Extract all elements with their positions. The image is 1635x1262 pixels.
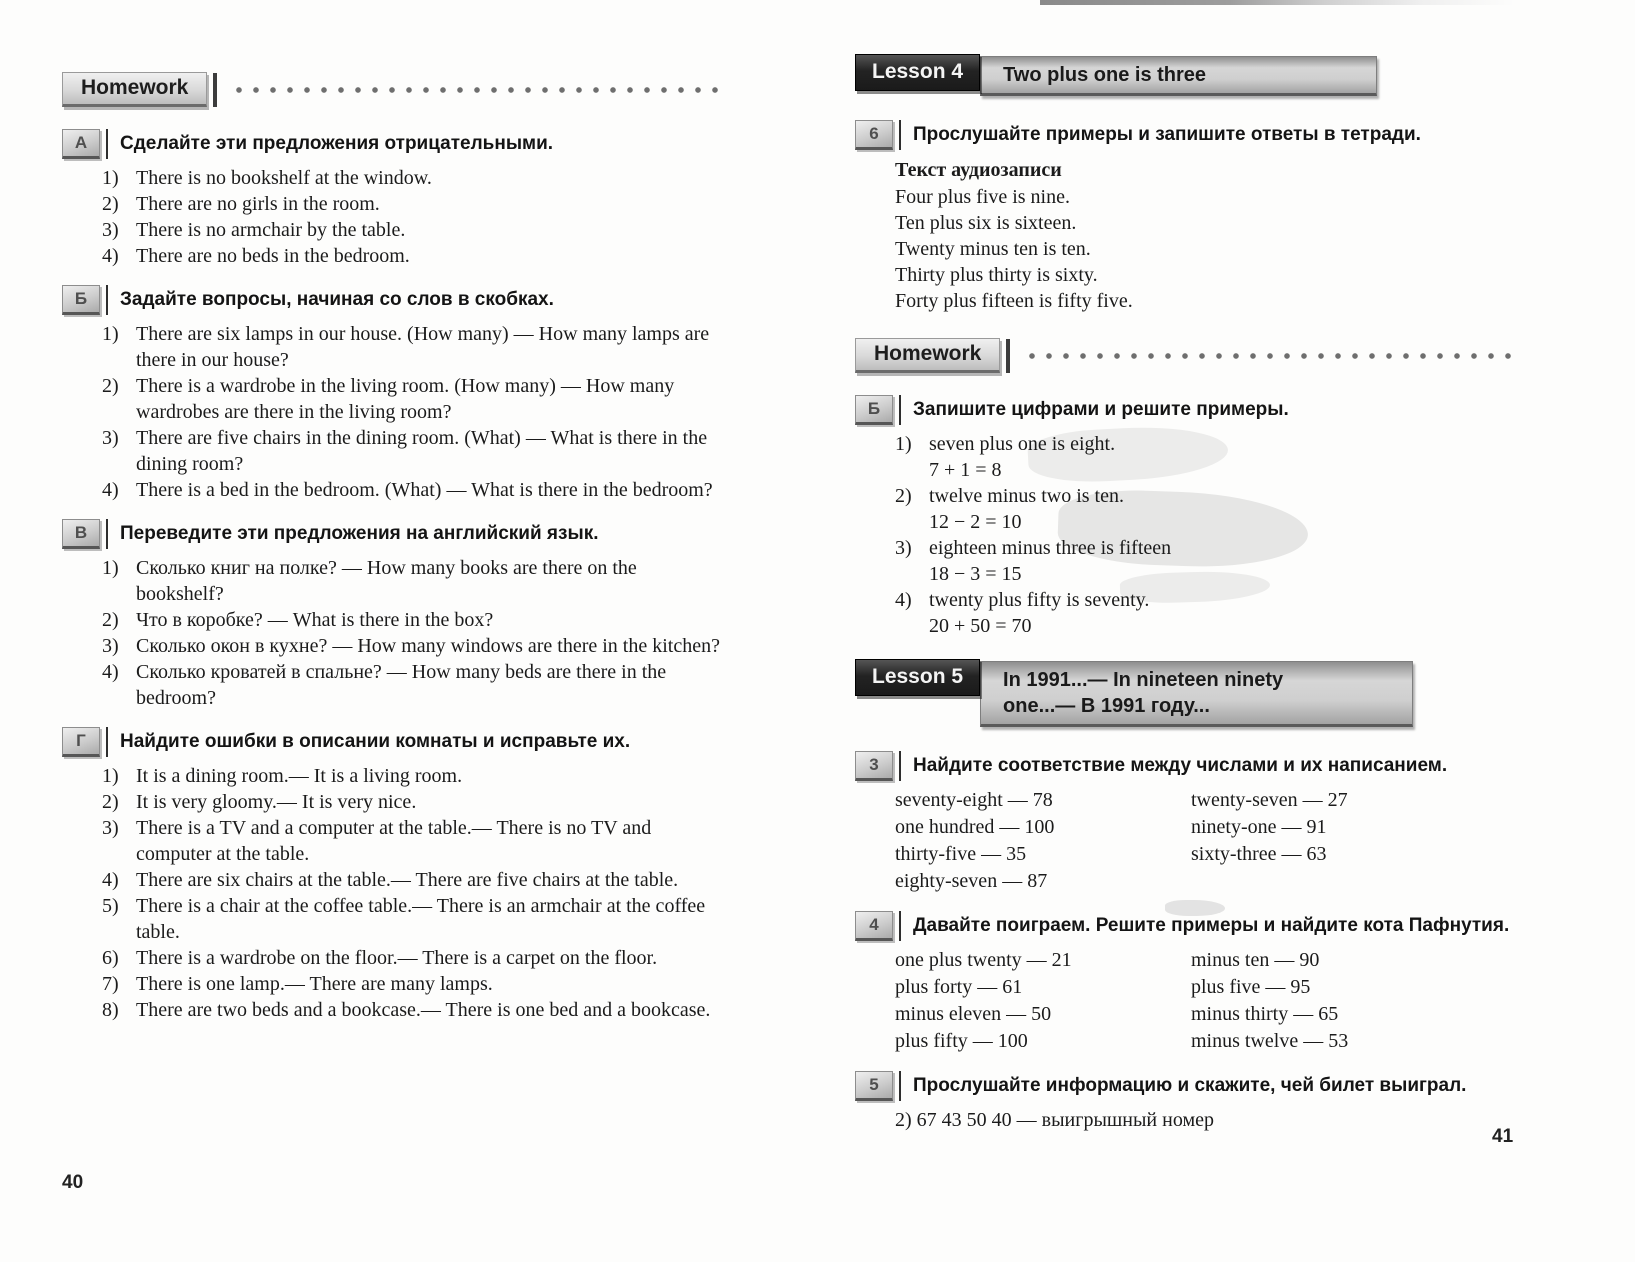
item-text: seven plus one is eight.	[929, 433, 1116, 455]
exercise-badge: 3	[855, 751, 893, 781]
list-item: Сколько книг на полке? — How many books are there on the bookshelf?	[136, 557, 637, 605]
audio-script-lines	[855, 184, 1517, 314]
script-line: Four plus five is nine.	[895, 186, 1070, 208]
matching-column-2	[1191, 787, 1348, 895]
answer-list	[855, 431, 1517, 639]
script-line: Ten plus six is sixteen.	[895, 212, 1077, 234]
exercise-title: Найдите соответствие между числами и их написанием.	[913, 755, 1448, 776]
dotted-rule	[1026, 349, 1517, 363]
list-item: There are no girls in the room.	[136, 193, 380, 215]
divider-bar	[899, 911, 901, 941]
match-pair: plus fifty — 100	[895, 1030, 1028, 1052]
list-item	[895, 587, 1517, 639]
exercise-6-header	[855, 120, 1517, 150]
list-item: There are five chairs in the dining room. (What) — What is there in the dining room?	[136, 427, 708, 475]
match-pair: ninety-one — 91	[1191, 816, 1327, 838]
exercise-badge: 4	[855, 911, 893, 941]
page-number-41: 41	[1492, 1126, 1514, 1147]
lesson5-title-line1: In 1991...— In nineteen ninety	[1003, 669, 1284, 691]
match-pair: seventy-eight — 78	[895, 789, 1053, 811]
list-item	[895, 483, 1517, 535]
audio-script-heading: Текст аудиозаписи	[895, 159, 1062, 181]
exercise-title: Прослушайте информацию и скажите, чей билет выиграл.	[913, 1075, 1467, 1096]
exercise-b-header	[855, 395, 1517, 425]
script-line: Twenty minus ten is ten.	[895, 238, 1091, 260]
homework-label: Homework	[855, 338, 1000, 373]
list-item: There is no bookshelf at the window.	[136, 167, 432, 189]
match-pair: minus eleven — 50	[895, 1003, 1052, 1025]
exercise-g-header	[62, 727, 722, 757]
match-pair: minus thirty — 65	[1191, 1003, 1339, 1025]
divider-bar	[899, 751, 901, 781]
divider-bar	[899, 1071, 901, 1101]
exercise-v-header	[62, 519, 722, 549]
list-item: There is a wardrobe in the living room. (How many) — How many wardrobes are there in the living room?	[136, 375, 675, 423]
divider-bar	[106, 727, 108, 757]
list-item	[895, 431, 1517, 483]
exercise-5-header	[855, 1071, 1517, 1101]
answer-list	[62, 763, 722, 1023]
exercise-badge: Г	[62, 727, 100, 757]
dotted-rule	[233, 83, 722, 97]
item-formula: 7 + 1 = 8	[929, 459, 1002, 481]
exercise-3-header	[855, 751, 1517, 781]
exercise-badge: Б	[62, 285, 100, 315]
exercise-3	[855, 751, 1517, 895]
divider-bar	[213, 73, 217, 107]
list-item: There are no beds in the bedroom.	[136, 245, 410, 267]
item-text: twenty plus fifty is seventy.	[929, 589, 1150, 611]
exercise-b-right	[855, 395, 1517, 639]
answer-list	[62, 321, 722, 503]
exercise-badge: Б	[855, 395, 893, 425]
exercise-b-header	[62, 285, 722, 315]
divider-bar	[1006, 339, 1010, 373]
match-pair: eighty-seven — 87	[895, 870, 1048, 892]
answer-list	[62, 165, 722, 269]
list-item: There are two beds and a bookcase.— There is one bed and a bookcase.	[136, 999, 711, 1021]
divider-bar	[106, 285, 108, 315]
lesson5-title-line2: one...— В 1991 году...	[1003, 695, 1210, 717]
page-right	[855, 56, 1517, 1149]
item-formula: 20 + 50 = 70	[929, 615, 1032, 637]
list-item: There are six chairs at the table.— There are five chairs at the table.	[136, 869, 679, 891]
list-item: It is a dining room.— It is a living room.	[136, 765, 463, 787]
exercise-a-header	[62, 129, 722, 159]
list-item: There are six lamps in our house. (How many) — How many lamps are there in our house?	[136, 323, 710, 371]
answer-line: 2) 67 43 50 40 — выигрышный номер	[895, 1109, 1214, 1131]
exercise-4	[855, 911, 1517, 1055]
lesson4-label: Lesson 4	[855, 54, 980, 91]
exercise-6	[855, 120, 1517, 314]
scan-artifact-top-line	[1040, 0, 1515, 5]
exercise-g	[62, 727, 722, 1023]
exercise-v	[62, 519, 722, 711]
divider-bar	[106, 129, 108, 159]
listening-exercise-badge: 5	[855, 1071, 893, 1101]
exercise-title: Прослушайте примеры и запишите ответы в тетради.	[913, 124, 1421, 145]
list-item: It is very gloomy.— It is very nice.	[136, 791, 417, 813]
exercise-b	[62, 285, 722, 503]
match-pair: plus forty — 61	[895, 976, 1023, 998]
lesson5-label: Lesson 5	[855, 659, 980, 696]
list-item	[895, 535, 1517, 587]
list-item: There is a TV and a computer at the table.— There is no TV and computer at the table.	[136, 817, 652, 865]
item-formula: 12 − 2 = 10	[929, 511, 1022, 533]
homework-label: Homework	[62, 72, 207, 107]
exercise-title: Сделайте эти предложения отрицательными.	[120, 133, 554, 154]
list-item: Что в коробке? — What is there in the box?	[136, 609, 494, 631]
matching-column-1	[895, 947, 1191, 1055]
exercise-5	[855, 1071, 1517, 1133]
lesson4-title: Two plus one is three	[980, 56, 1377, 96]
item-formula: 18 − 3 = 15	[929, 563, 1022, 585]
exercise-badge: В	[62, 519, 100, 549]
list-item: Сколько окон в кухне? — How many windows are there in the kitchen?	[136, 635, 720, 657]
match-pair: one hundred — 100	[895, 816, 1055, 838]
exercise-title: Переведите эти предложения на английский язык.	[120, 523, 599, 544]
matching-column-2	[1191, 947, 1348, 1055]
matching-column-1	[895, 787, 1191, 895]
divider-bar	[899, 120, 901, 150]
answer-list	[62, 555, 722, 711]
list-item: There is a chair at the coffee table.— There is an armchair at the coffee table.	[136, 895, 706, 943]
match-pair: sixty-three — 63	[1191, 843, 1327, 865]
match-pair: one plus twenty — 21	[895, 949, 1072, 971]
list-item: There is one lamp.— There are many lamps.	[136, 973, 493, 995]
divider-bar	[106, 519, 108, 549]
exercise-title: Давайте поиграем. Решите примеры и найдите кота Пафнутия.	[913, 915, 1510, 936]
match-pair: minus twelve — 53	[1191, 1030, 1349, 1052]
page-number-40: 40	[62, 1172, 84, 1193]
lesson5-title	[980, 661, 1413, 727]
script-line: Forty plus fifteen is fifty five.	[895, 290, 1133, 312]
match-pair: minus ten — 90	[1191, 949, 1320, 971]
match-pair: thirty-five — 35	[895, 843, 1027, 865]
lesson4-header	[855, 56, 1377, 96]
exercise-a	[62, 129, 722, 269]
page-left	[62, 72, 722, 1039]
list-item: Сколько кроватей в спальне? — How many beds are there in the bedroom?	[136, 661, 667, 709]
matching-columns	[855, 947, 1517, 1055]
item-text: twelve minus two is ten.	[929, 485, 1124, 507]
list-item: There is no armchair by the table.	[136, 219, 406, 241]
exercise-4-header	[855, 911, 1517, 941]
match-pair: plus five — 95	[1191, 976, 1311, 998]
match-pair: twenty-seven — 27	[1191, 789, 1348, 811]
script-line: Thirty plus thirty is sixty.	[895, 264, 1098, 286]
exercise-badge: А	[62, 129, 100, 159]
lesson5-header	[855, 661, 1413, 727]
homework-header	[855, 338, 1517, 373]
exercise-title: Найдите ошибки в описании комнаты и исправьте их.	[120, 731, 631, 752]
list-item: There is a wardrobe on the floor.— There is a carpet on the floor.	[136, 947, 658, 969]
homework-header	[62, 72, 722, 107]
matching-columns	[855, 787, 1517, 895]
divider-bar	[899, 395, 901, 425]
list-item: There is a bed in the bedroom. (What) — What is there in the bedroom?	[136, 479, 713, 501]
listening-exercise-badge: 6	[855, 120, 893, 150]
exercise-title: Задайте вопросы, начиная со слов в скобках.	[120, 289, 554, 310]
item-text: eighteen minus three is fifteen	[929, 537, 1172, 559]
exercise-title: Запишите цифрами и решите примеры.	[913, 399, 1289, 420]
